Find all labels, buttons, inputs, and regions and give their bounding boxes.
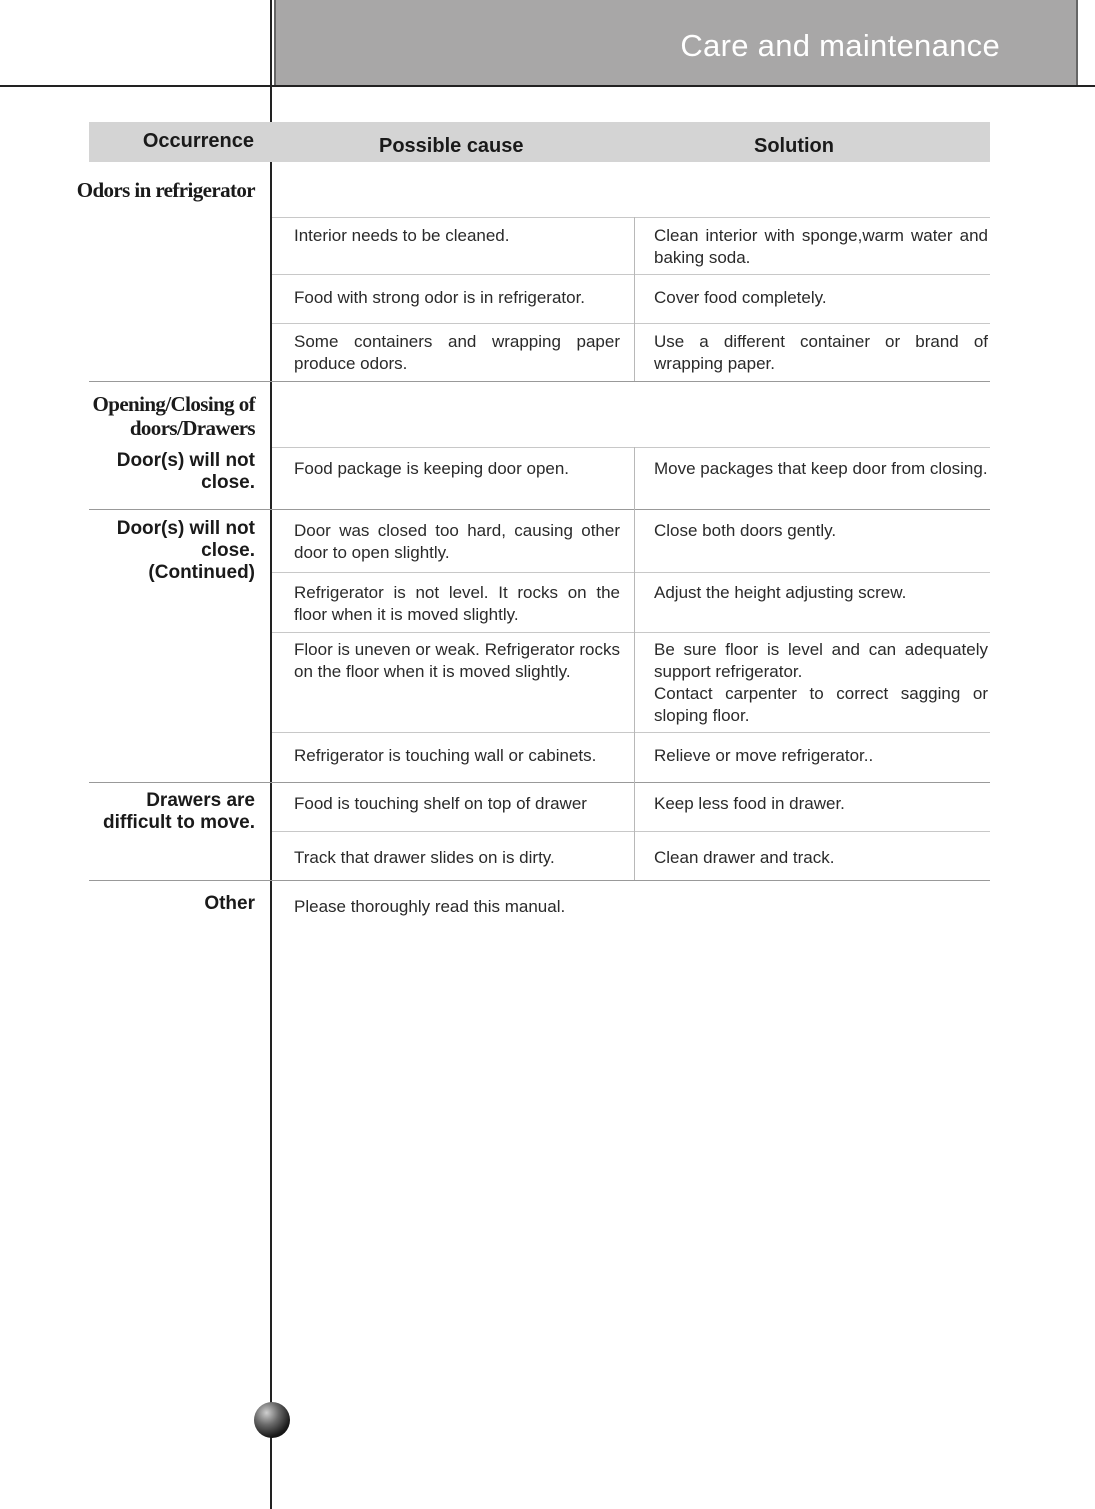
page-title: Care and maintenance xyxy=(680,28,1000,63)
cause-cell: Food package is keeping door open. xyxy=(294,459,570,478)
row-divider xyxy=(272,632,990,633)
section-divider xyxy=(89,782,990,783)
solution-cell: Close both doors gently. xyxy=(654,521,837,540)
solution-cell: Cover food completely. xyxy=(654,288,827,307)
column-occurrence: Occurrence xyxy=(142,130,254,152)
cause-cell: Please thoroughly read this manual. xyxy=(294,897,566,916)
header-bar xyxy=(274,0,1078,86)
section-divider xyxy=(89,509,990,510)
row-divider xyxy=(272,572,990,573)
row-divider xyxy=(272,447,990,448)
section-title-line: Opening/Closing of xyxy=(92,392,255,416)
occurrence-line: close. xyxy=(201,472,255,493)
row-divider xyxy=(272,274,990,275)
occurrence-door-will-not-close xyxy=(117,450,255,494)
solution-line: Be sure floor is level and can adequately support refrigerator. xyxy=(654,640,988,681)
cause-cell: Food with strong odor is in refrigerator. xyxy=(294,288,586,307)
occurrence-door-continued xyxy=(117,518,255,584)
solution-cell: Clean interior with sponge,warm water and baking soda. xyxy=(654,226,988,267)
solution-cell: Adjust the height adjusting screw. xyxy=(654,583,907,602)
occurrence-line: Door(s) will not xyxy=(116,518,255,539)
occurrence-line: (Continued) xyxy=(148,562,255,583)
section-title-odors: Odors in refrigerator xyxy=(76,178,255,202)
occurrence-line: Door(s) will not xyxy=(116,450,255,471)
occurrence-other: Other xyxy=(204,893,255,914)
section-divider xyxy=(89,880,990,881)
cause-cell: Interior needs to be cleaned. xyxy=(294,226,510,245)
solution-cell xyxy=(654,639,988,727)
column-possible-cause: Possible cause xyxy=(379,135,524,157)
header-divider xyxy=(0,85,1095,87)
row-divider xyxy=(272,323,990,324)
solution-line: Contact carpenter to correct sagging or sloping floor. xyxy=(654,684,988,725)
cause-cell: Refrigerator is touching wall or cabinets. xyxy=(294,746,597,765)
solution-cell: Use a different container or brand of wrapping paper. xyxy=(654,332,988,373)
column-divider xyxy=(634,217,635,381)
cause-cell: Food is touching shelf on top of drawer xyxy=(294,794,587,813)
cause-cell: Floor is uneven or weak. Refrigerator rocks on the floor when it is moved slightly. xyxy=(294,640,620,681)
cause-cell: Some containers and wrapping paper produce odors. xyxy=(294,332,620,373)
column-divider xyxy=(634,509,635,782)
section-title-doors xyxy=(93,392,256,440)
cause-cell: Refrigerator is not level. It rocks on the floor when it is moved slightly. xyxy=(294,583,620,624)
column-solution: Solution xyxy=(754,135,834,157)
section-divider xyxy=(89,381,990,382)
occurrence-line: Drawers are xyxy=(146,790,255,811)
row-divider xyxy=(272,831,990,832)
occurrence-line: difficult to move. xyxy=(103,812,255,833)
cause-cell: Door was closed too hard, causing other door to open slightly. xyxy=(294,521,620,562)
section-title-line: doors/Drawers xyxy=(129,416,255,440)
occurrence-line: close. xyxy=(201,540,255,561)
solution-cell: Move packages that keep door from closing. xyxy=(654,459,988,478)
column-divider xyxy=(634,782,635,880)
solution-cell: Clean drawer and track. xyxy=(654,848,835,867)
occurrence-drawers xyxy=(103,790,255,834)
cause-cell: Track that drawer slides on is dirty. xyxy=(294,848,555,867)
row-divider xyxy=(272,732,990,733)
solution-cell: Relieve or move refrigerator.. xyxy=(654,746,874,765)
margin-rule xyxy=(270,0,272,1509)
column-divider xyxy=(634,447,635,509)
page-marker-icon xyxy=(254,1402,290,1438)
table-column-header xyxy=(89,122,990,162)
solution-cell: Keep less food in drawer. xyxy=(654,794,845,813)
row-divider xyxy=(272,217,990,218)
